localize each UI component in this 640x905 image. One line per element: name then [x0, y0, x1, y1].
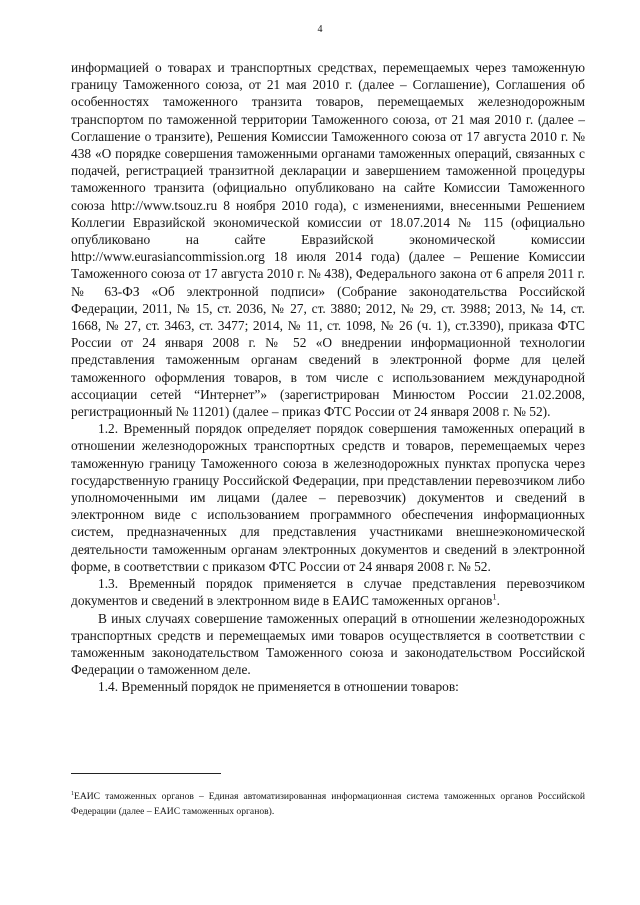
footnote-marker: 1 — [71, 790, 74, 797]
paragraph-1-4: 1.4. Временный порядок не применяется в отношении товаров: — [98, 679, 459, 695]
document-body — [71, 59, 585, 696]
footnote-divider — [71, 773, 221, 774]
paragraph-1-2: 1.2. Временный порядок определяет порядок совершения таможенных операций в отношении железнодорожных транспортных средств и товаров, перемещаемых через таможенную границу Таможенного союза в железнодорожных пунктах пропуска через государственную границу Российской Федерации, при представлении перевозчиком либо уполномоченными им лицами (далее – перевозчик) документов и сведений в электронном виде с использованием программного обеспечения информационных систем, предназначенных для представления участниками внешнеэкономической деятельности таможенным органам электронных документов и сведений в электронной форме, в соответствии с приказом ФТС России от 24 января 2008 г. № 52. — [71, 421, 585, 574]
footnote-text: ЕАИС таможенных органов – Единая автоматизированная информационная система таможенных органов Российской Федерации (далее – ЕАИС таможенных органов). — [71, 791, 585, 817]
paragraph-1-3: 1.3. Временный порядок применяется в случае представления перевозчиком документов и сведений в электронном виде в ЕАИС таможенных органов$^1$. — [71, 576, 585, 609]
footnote — [71, 790, 585, 819]
page-number: 4 — [317, 24, 323, 35]
paragraph-continuation: информацией о товарах и транспортных средствах, перемещаемых через таможенную границу Таможенного союза, от 21 мая 2010 г. (далее – Соглашение), Соглашения об особенностях таможенного транзита товаров, перемещаемых железнодорожным транспортом по таможенной территории Таможенного союза, от 21 мая 2010 г. (далее – Соглашение о транзите), Решения Комиссии Таможенного союза от 17 августа 2010 г. № 438 «О порядке совершения таможенными органами таможенных операций, связанных с подачей, регистрацией транзитной декларации и завершением таможенной процедуры таможенного транзита (официально опубликовано на сайте Комиссии Таможенного союза http://www.tsouz.ru 8 ноября 2010 года), с изменениями, внесенными Решением Коллегии Евразийской экономической комиссии от 18.07.2014 № 115 (официально опубликовано на сайте Евразийской экономической комиссии http://www.eurasiancommission.org 18 июля 2014 года) (далее – Решение Комиссии Таможенного союза от 17 августа 2010 г. № 438), Федерального закона от 6 апреля 2011 г. № 63-ФЗ «Об электронной подписи» (Собрание законодательства Российской Федерации, 2011, № 15, ст. 2036, № 27, ст. 3880; 2012, № 29, ст. 3988; 2013, № 14, ст. 1668, № 27, ст. 3463, ст. 3477; 2014, № 11, ст. 1098, № 26 (ч. 1), ст.3390), приказа ФТС России от 24 января 2008 г. № 52 «О внедрении информационной технологии представления таможенным органам сведений в электронной форме для целей таможенного оформления товаров, в том числе с использованием международной ассоциации сетей “Интернет”» (зарегистрирован Минюстом России 21.02.2008, регистрационный № 11201) (далее – приказ ФТС России от 24 января 2008 г. № 52). — [71, 60, 585, 420]
footnote-reference[interactable]: 1 — [492, 592, 497, 602]
paragraph-other-cases: В иных случаях совершение таможенных операций в отношении железнодорожных транспортных средств и перемещаемых ими товаров осуществляется в соответствии с таможенным законодательством Таможенного союза и законодательством Российской Федерации о таможенном деле. — [71, 610, 585, 678]
